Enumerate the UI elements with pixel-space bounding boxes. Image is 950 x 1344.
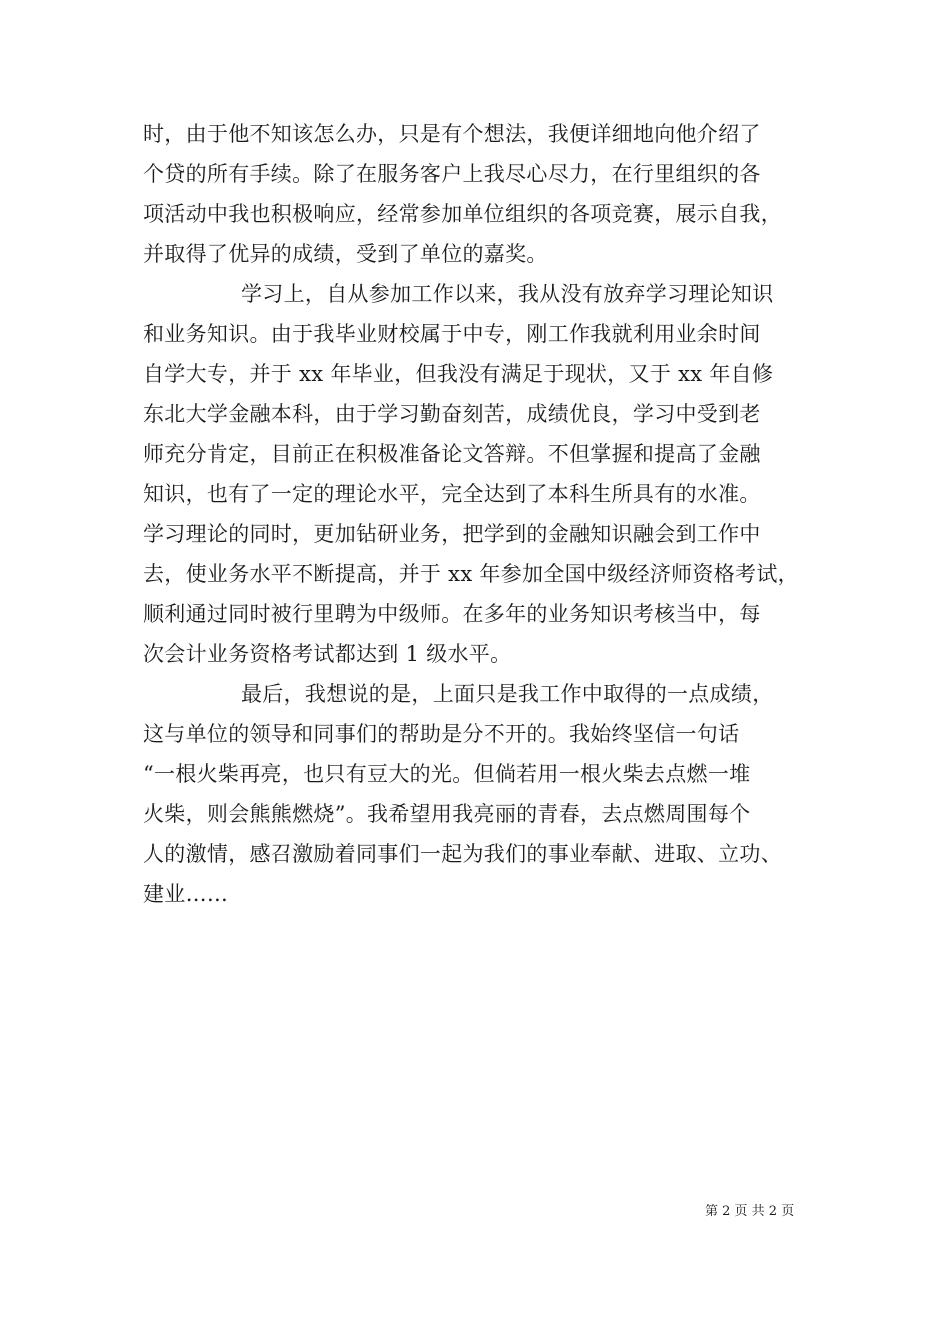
document-body — [143, 114, 823, 914]
text-line: 东北大学金融本科，由于学习勤奋刻苦，成绩优良，学习中受到老 — [143, 402, 761, 426]
text-line: 顺利通过同时被行里聘为中级师。在多年的业务知识考核当中，每 — [143, 602, 761, 626]
text-line: 时，由于他不知该怎么办，只是有个想法，我便详细地向他介绍了 — [143, 122, 761, 146]
text-line: 并取得了优异的成绩，受到了单位的嘉奖。 — [143, 242, 548, 266]
paragraph-start-line: 最后，我想说的是，上面只是我工作中取得的一点成绩， — [241, 682, 774, 706]
text-line: 人的激情，感召激励着同事们一起为我们的事业奉献、进取、立功、 — [143, 842, 782, 866]
text-line: 项活动中我也积极响应，经常参加单位组织的各项竞赛，展示自我， — [143, 202, 782, 226]
text-line: “一根火柴再亮，也只有豆大的光。但倘若用一根火柴去点燃一堆 — [143, 762, 751, 786]
text-line: 自学大专，并于 xx 年毕业，但我没有满足于现状，又于 xx 年自修 — [143, 362, 774, 386]
text-line: 火柴，则会熊熊燃烧”。我希望用我亮丽的青春，去点燃周围每个 — [143, 802, 751, 826]
text-line: 知识，也有了一定的理论水平，完全达到了本科生所具有的水准。 — [143, 482, 761, 506]
text-line: 和业务知识。由于我毕业财校属于中专，刚工作我就利用业余时间 — [143, 322, 761, 346]
text-line: 建业…… — [143, 882, 229, 906]
paragraph-start-line: 学习上，自从参加工作以来，我从没有放弃学习理论知识 — [241, 282, 774, 306]
text-line: 学习理论的同时，更加钻研业务，把学到的金融知识融会到工作中 — [143, 522, 761, 546]
text-line: 师充分肯定，目前正在积极准备论文答辩。不但掌握和提高了金融 — [143, 442, 761, 466]
text-line: 次会计业务资格考试都达到 1 级水平。 — [143, 642, 512, 666]
text-line: 这与单位的领导和同事们的帮助是分不开的。我始终坚信一句话 — [143, 722, 740, 746]
page-number-footer: 第 2 页 共 2 页 — [705, 1204, 795, 1219]
text-line: 个贷的所有手续。除了在服务客户上我尽心尽力，在行里组织的各 — [143, 162, 761, 186]
text-line: 去，使业务水平不断提高，并于 xx 年参加全国中级经济师资格考试， — [143, 562, 799, 586]
